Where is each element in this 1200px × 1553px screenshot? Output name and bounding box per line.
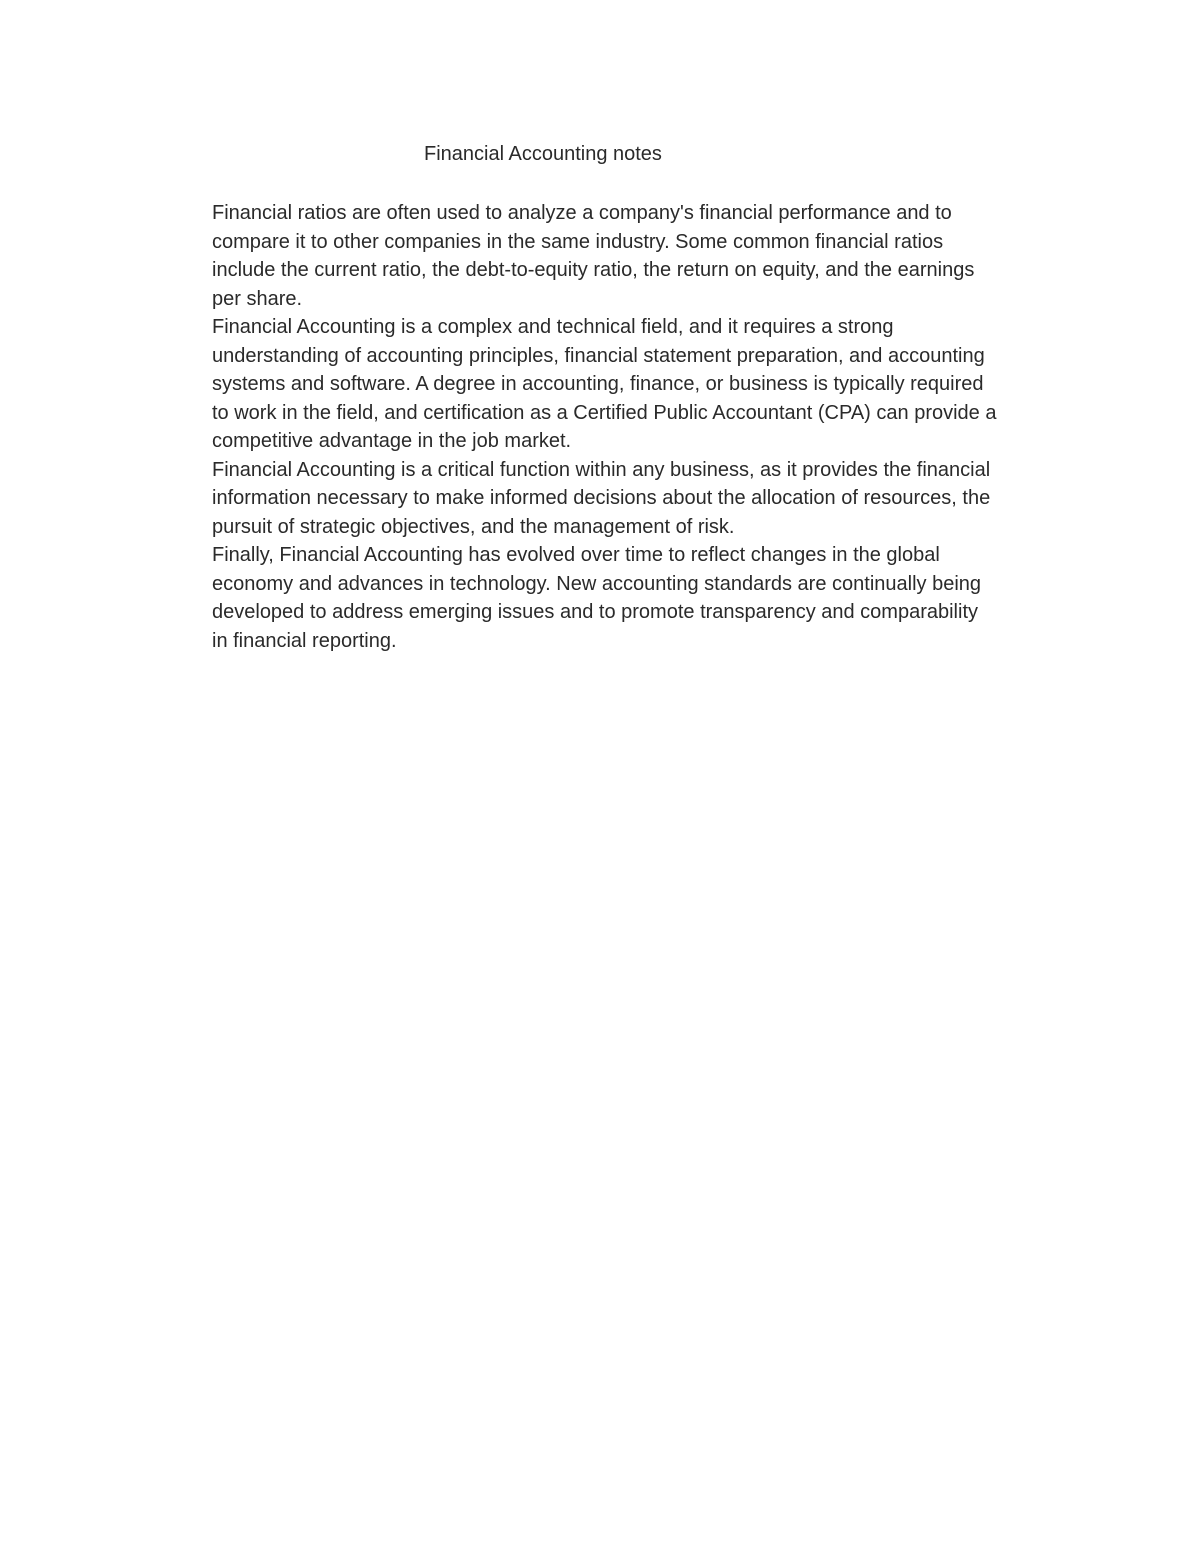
- paragraph-evolution: [212, 541, 1072, 655]
- text-line: Financial Accounting is a complex and technical field, and it requires a strong: [212, 316, 894, 338]
- text-line: pursuit of strategic objectives, and the management of risk.: [212, 515, 735, 538]
- paragraph-financial-ratios: [212, 199, 1072, 313]
- text-line: competitive advantage in the job market.: [212, 430, 572, 452]
- paragraph-complex-field: [212, 313, 1072, 456]
- text-line: Financial ratios are often used to analyze a company's financial performance and to: [212, 202, 952, 224]
- text-line: developed to address emerging issues and to promote transparency and comparability: [212, 601, 978, 623]
- text-line: economy and advances in technology. New accounting standards are continually being: [212, 572, 982, 595]
- text-line: per share.: [212, 287, 303, 310]
- text-line: systems and software. A degree in accounting, finance, or business is typically required: [212, 373, 984, 395]
- document-body: [212, 199, 1072, 655]
- text-line: Finally, Financial Accounting has evolved over time to reflect changes in the global: [212, 544, 940, 566]
- text-line: information necessary to make informed decisions about the allocation of resources, the: [212, 487, 991, 509]
- text-line: include the current ratio, the debt-to-equity ratio, the return on equity, and the earnings: [212, 259, 975, 281]
- text-line: compare it to other companies in the same industry. Some common financial ratios: [212, 230, 944, 253]
- text-line: to work in the field, and certification as a Certified Public Accountant (CPA) can provide a: [212, 401, 997, 424]
- text-line: in financial reporting.: [212, 629, 397, 652]
- text-line: understanding of accounting principles, financial statement preparation, and accounting: [212, 344, 985, 367]
- paragraph-critical-function: [212, 456, 1072, 542]
- document-title: Financial Accounting notes: [424, 143, 662, 165]
- text-line: Financial Accounting is a critical function within any business, as it provides the financial: [212, 458, 991, 481]
